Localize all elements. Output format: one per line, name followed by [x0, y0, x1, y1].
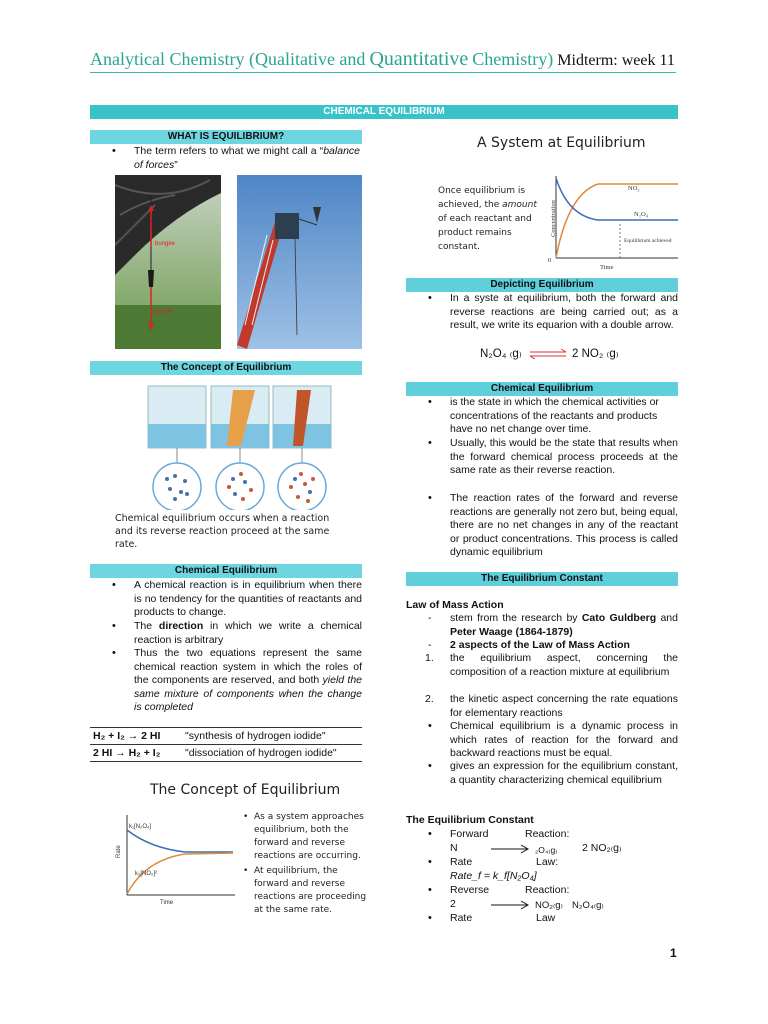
law-of-mass-action-title: Law of Mass Action — [406, 599, 504, 611]
forward-reactant-rest: ₂O₄₍g₎ — [535, 845, 558, 855]
bullet-direction: • The direction in which we write a chemical reaction is arbitrary — [134, 620, 362, 647]
beakers-caption: Chemical equilibrium occurs when a reaction and its reverse reaction proceed at the same rate. — [115, 513, 330, 550]
equilibrium-achieved-label: Equilibrium achieved — [624, 238, 672, 244]
concept-slide-point-1: • As a system approaches equilibrium, both the forward and reverse reactions are occurring. — [243, 812, 364, 861]
forward-reactant-n: N — [450, 842, 458, 854]
concept-slide-title: The Concept of Equilibrium — [150, 782, 341, 798]
rate-axis-label: Rate — [116, 845, 122, 858]
bullet-balance-of-forces: • The term refers to what we might call a “balance of forces” — [134, 145, 360, 172]
concentration-axis-label: Concentration — [550, 200, 557, 237]
table-cell-description: "synthesis of hydrogen iodide" — [182, 728, 362, 745]
time-axis-label: Time — [160, 900, 174, 906]
header-course-big: Quantitative — [369, 48, 469, 70]
bullet-dynamic-process: • Chemical equilibrium is a dynamic process in which rates of reaction for the forward and backward reactions must be equal. — [450, 720, 678, 761]
header-course: Analytical Chemistry (Qualitative and — [90, 49, 366, 69]
heading-depicting-equilibrium: Depicting Equilibrium — [406, 278, 678, 292]
system-slide-text: Once equilibrium is achieved, the amount of each reactant and product remains constant. — [438, 186, 537, 252]
reverse-label: Reverse — [450, 884, 490, 896]
reverse-arrow-icon — [491, 899, 531, 911]
aspect-kinetic-text: the kinetic aspect concerning the rate equations for elementary reactions — [450, 693, 678, 719]
aspect-equilibrium-text: the equilibrium aspect, concerning the composition of a reaction mixture at equilibrium — [450, 652, 678, 678]
heading-what-is-equilibrium: WHAT IS EQUILIBRIUM? — [90, 130, 362, 144]
n2o4-label: N₂O₄ — [634, 211, 648, 218]
concentration-graph — [538, 174, 680, 274]
heading-concept-of-equilibrium: The Concept of Equilibrium — [90, 361, 362, 375]
bullet-double-arrow: • In a syste at equilibrium, both the forward and reverse reactions are being carried out; as a result, we write its equarion with a double arrow. — [450, 292, 678, 333]
dash-marker: - — [428, 639, 432, 651]
bullet-state-definition: • is the state in which the chemical activities or concentrations of the reactants and products have no net change over time. — [450, 396, 678, 437]
zero-label: 0 — [548, 257, 552, 264]
header-rule — [90, 72, 676, 73]
reverse-product: N₂O₄₍g₎ — [572, 900, 604, 911]
reverse-reactant: NO₂₍g₎ — [535, 900, 563, 911]
table-row — [90, 745, 362, 762]
bullet-no-tendency: • A chemical reaction is in equilibrium when there is no tendency for the quantities of reactants and products to change. — [134, 579, 362, 620]
number-marker: 2. — [425, 693, 434, 705]
system-slide — [420, 122, 680, 277]
rate-label: Rate — [450, 856, 473, 868]
dash-marker: - — [428, 612, 432, 624]
reverse-reaction-label: Reaction: — [525, 884, 570, 896]
reaction-table — [90, 727, 362, 762]
k1-label: k₁[N₂O₄] — [129, 824, 152, 830]
forward-arrow-icon — [491, 843, 531, 855]
equation-right: 2 NO₂ ₍g₎ — [572, 348, 619, 360]
concept-slide — [115, 775, 373, 920]
table-row — [90, 728, 362, 745]
bullet-forward-reverse: • Usually, this would be the state that results when the forward chemical process proceeds at the same rate as their reverse reaction. — [450, 437, 678, 478]
table-cell-equation: H₂ + I₂ → 2 HI — [90, 728, 182, 745]
forward-reaction-label: Reaction: — [525, 828, 570, 840]
depicting-equation — [480, 346, 680, 366]
concept-slide-points — [243, 811, 367, 917]
time-axis-label-right: Time — [600, 264, 614, 271]
main-title: CHEMICAL EQUILIBRIUM — [90, 105, 678, 119]
rate-label-2: Rate — [450, 912, 473, 924]
bullet-dynamic-equilibrium: • The reaction rates of the forward and reverse reactions are generally not zero but, being equal, there are no net changes in any of the reactant or product concentrations. This process is called dynamic equilibrium — [450, 492, 678, 560]
bungee-label: bungee — [155, 241, 176, 247]
bullet-expression: • gives an expression for the equilibrium constant, a quantity characterizing chemical equilibrium — [450, 760, 678, 787]
forward-label: Forward — [450, 828, 489, 840]
law-label-2: Law — [536, 912, 556, 924]
number-marker: 1. — [425, 652, 434, 664]
page-number: 1 — [670, 946, 677, 960]
forward-product: 2 NO₂₍g₎ — [582, 842, 622, 854]
law-origin-text: stem from the research by Cato Guldberg and Peter Waage (1864-1879) — [450, 612, 678, 638]
two-aspects-text: 2 aspects of the Law of Mass Action — [450, 639, 630, 651]
k2-label: k₂[NO₂]² — [135, 871, 157, 877]
bungee-photo-tower — [115, 175, 221, 349]
equation-left: N₂O₄ ₍g₎ — [480, 348, 522, 360]
heading-chemical-equilibrium-left: Chemical Equilibrium — [90, 564, 362, 578]
equilibrium-constant-subtitle: The Equilibrium Constant — [406, 814, 534, 826]
reverse-coefficient: 2 — [450, 898, 456, 910]
no2-label: NO₂ — [628, 185, 640, 192]
beakers-figure — [115, 384, 340, 510]
equilibrium-arrow-icon — [528, 349, 568, 359]
bullet-two-equations: • Thus the two equations represent the same chemical reaction system in which the roles of the components are reserved, and both yield the same mixture of components when the change is completed — [134, 647, 362, 715]
concept-slide-point-2: • At equilibrium, the forward and reverse reactions are proceeding at the same rate. — [243, 866, 367, 915]
system-slide-title: A System at Equilibrium — [477, 135, 646, 151]
bungee-photo-crane — [237, 175, 362, 349]
header-exam: Midterm: week 11 — [557, 52, 675, 69]
table-cell-equation: 2 HI → H₂ + I₂ — [90, 745, 182, 762]
gravity-label: gravity — [155, 309, 173, 315]
rate-graph — [115, 810, 240, 910]
header-course-end: Chemistry) — [472, 49, 554, 69]
law-label: Law: — [536, 856, 559, 868]
forward-rate-expression: Rate_f = k_f[N₂O₄] — [450, 870, 537, 882]
page-header — [90, 48, 675, 71]
heading-chemical-equilibrium-right: Chemical Equilibrium — [406, 382, 678, 396]
heading-equilibrium-constant: The Equilibrium Constant — [406, 572, 678, 586]
table-cell-description: "dissociation of hydrogen iodide" — [182, 745, 362, 762]
